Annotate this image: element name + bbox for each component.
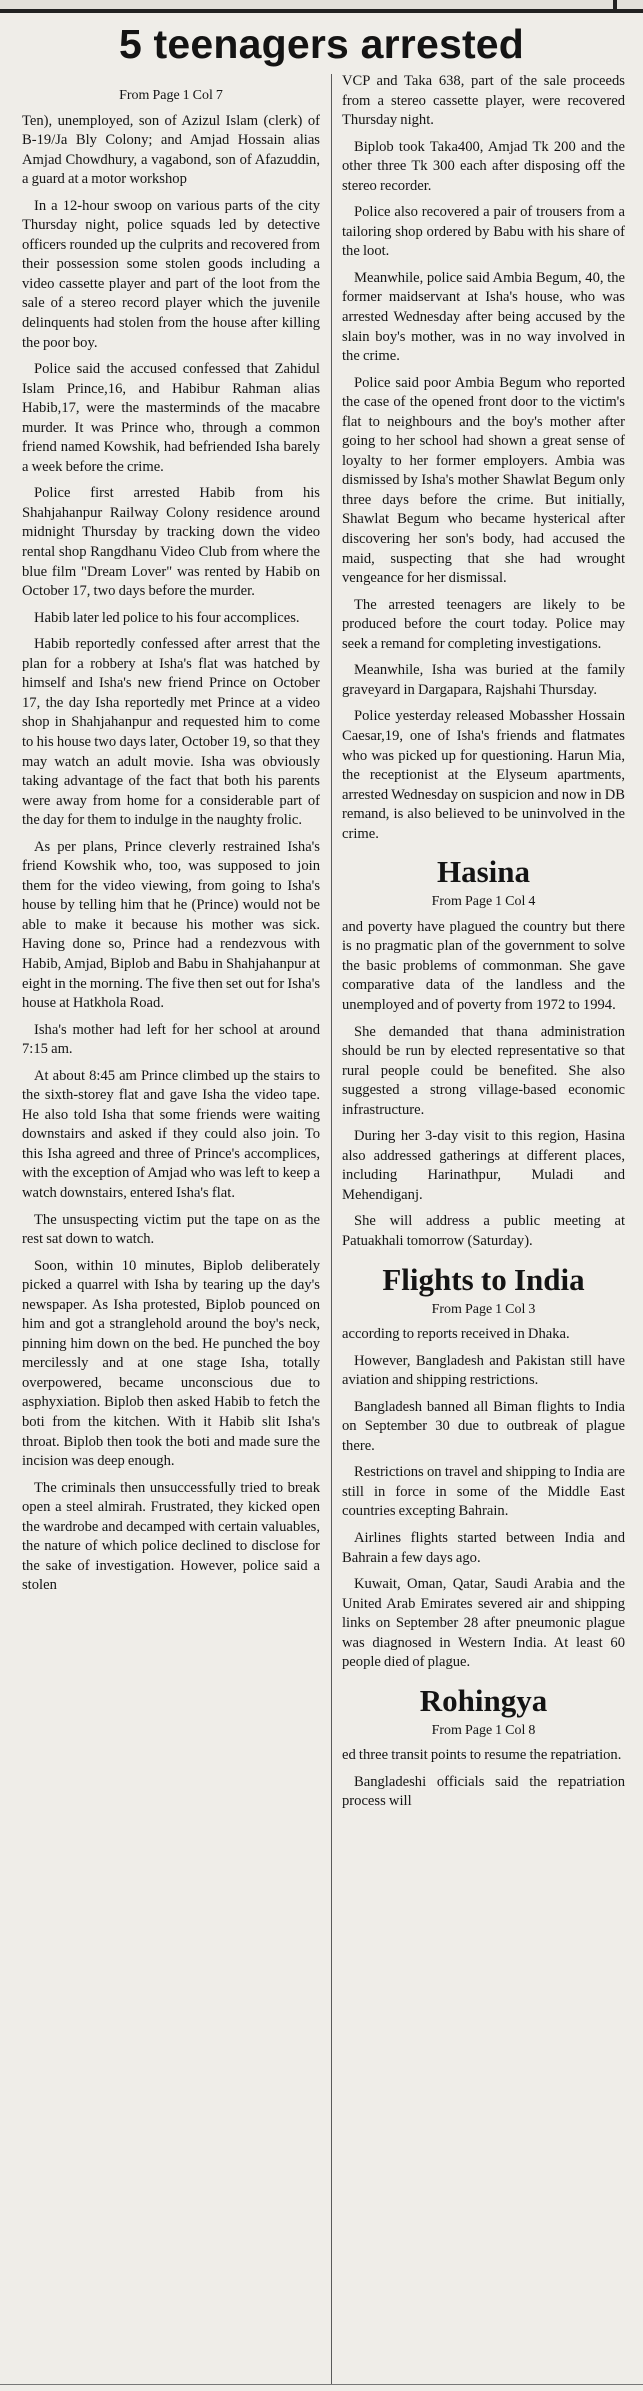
- paragraph: The unsuspecting victim put the tape on as the rest sat down to watch.: [22, 1211, 320, 1248]
- jump-line-rohingya: From Page 1 Col 8: [431, 1722, 536, 1738]
- paragraph: Habib reportedly confessed after arrest that the plan for a robbery at Isha's flat was hatched by himself and Isha's new friend Prince on October 17, the day Isha reportedly met Prince at a video shop in Shahjahanpur and requested him to come to his house two days later, October 19, so that they may watch an adult movie. Isha was obviously taking advantage of the fact that both his parents were away from home for a considerable part of the day for them to indulge in the naughty frolic.: [22, 636, 320, 829]
- hasina-heading: Hasina: [436, 854, 531, 890]
- paragraph: according to reports received in Dhaka.: [342, 1326, 570, 1343]
- paragraph: Kuwait, Oman, Qatar, Saudi Arabia and the United Arab Emirates severed air and shipping links on September 28 after pneumonic plague was diagnosed in Western India. At least 60 people died of plague.: [342, 1576, 625, 1671]
- paragraph: Police yesterday released Mobassher Hossain Caesar,19, one of Isha's friends and flatmates who was picked up for questioning. Harun Mia, the receptionist at the Elyseum apartments, arrested Wednesday on suspicion and now in DB remand, is also believed to be uninvolved in the crime.: [342, 708, 625, 842]
- jump-line-main: From Page 1 Col 7: [119, 88, 223, 103]
- paragraph: Police also recovered a pair of trousers from a tailoring shop ordered by Babu with his share of the loot.: [342, 204, 625, 260]
- paragraph: At about 8:45 am Prince climbed up the stairs to the sixth-storey flat and gave Isha the video tape. He also told Isha that some friends were waiting downstairs and asked if they could also join. To this Isha agreed and three of Prince's accomplices, with the exception of Amjad who was left to keep a watch downstairs, entered Isha's flat.: [22, 1067, 320, 1201]
- paragraph: The criminals then unsuccessfully tried to break open a steel almirah. Frustrated, they kicked open the wardrobe and decamped with certain valuables, the nature of which police declined to disclose for the sake of investigation. However, police said a stolen: [22, 1479, 320, 1594]
- paragraph: During her 3-day visit to this region, Hasina also addressed gatherings at different places, including Harinathpur, Muladi and Mehendiganj.: [342, 1128, 625, 1203]
- jump-line-hasina: From Page 1 Col 4: [431, 894, 536, 910]
- paragraph: Bangladeshi officials said the repatriation process will: [342, 1773, 625, 1810]
- paragraph: She demanded that thana administration should be run by elected representative so that rural people could be benefited. She also suggested a strong village-based economic infrastructure.: [342, 1023, 625, 1118]
- paragraph: Airlines flights started between India and Bahrain a few days ago.: [342, 1530, 625, 1566]
- paragraph: Bangladesh banned all Biman flights to India on September 30 due to outbreak of plague there.: [342, 1398, 625, 1454]
- paragraph: Meanwhile, police said Ambia Begum, 40, the former maidservant at Isha's house, who was arrested Wednesday after being accused by the slain boy's mother, was in no way involved in the crime.: [342, 269, 625, 365]
- paragraph: She will address a public meeting at Patuakhali tomorrow (Saturday).: [342, 1213, 625, 1249]
- column-divider: [331, 74, 332, 2384]
- flights-heading: Flights to India: [382, 1261, 585, 1297]
- paragraph: Biplob took Taka400, Amjad Tk 200 and the other three Tk 300 each after disposing off the stereo recorder.: [342, 138, 625, 194]
- left-column: [22, 80, 320, 1603]
- top-rule: [0, 11, 643, 13]
- paragraph: The arrested teenagers are likely to be produced before the court today. Police may seek a remand for completing investigations.: [342, 596, 625, 652]
- paragraph: However, Bangladesh and Pakistan still have aviation and shipping restrictions.: [342, 1352, 625, 1389]
- jump-line-flights: From Page 1 Col 3: [431, 1301, 536, 1317]
- paragraph: ed three transit points to resume the repatriation.: [342, 1747, 622, 1764]
- previous-article-edge: [0, 0, 643, 11]
- paragraph: Police said poor Ambia Begum who reported the case of the opened front door to the victim's flat to neighbours and the boy's mother after going to her school had shown a great sense of loyalty to her former employers. Ambia was dismissed by Isha's mother Shawlat Begum only three days before the crime. But initially, Shawlat Begum who became hysterical after discovering her son's body, had accused the maid, suspecting that she had wrought vengeance for her dismissal.: [342, 374, 625, 587]
- paragraph: Soon, within 10 minutes, Biplob deliberately picked a quarrel with Isha by tearing up the day's newspaper. As Isha protested, Biplob pounced on him and got a stranglehold around the boy's neck, pinning him down on the bed. He punched the boy mercilessly and at one stage Isha, totally overpowered, became unconscious due to asphyxiation. Biplob then asked Habib to fetch the boti from the kitchen. With it Habib slit Isha's throat. Biplob then took the boti and made sure the incision was deep enough.: [22, 1257, 320, 1470]
- paragraph: Meanwhile, Isha was buried at the family graveyard in Dargapara, Rajshahi Thursday.: [342, 662, 625, 698]
- paragraph: Restrictions on travel and shipping to India are still in force in some of the Middle East countries excepting Bahrain.: [342, 1464, 625, 1520]
- right-column: [342, 72, 625, 1819]
- paragraph: Police said the accused confessed that Zahidul Islam Prince,16, and Habibur Rahman alias Habib,17, were the masterminds of the macabre murder. It was Prince who, through a common friend named Kowshik, had befriended Isha barely a week before the crime.: [22, 361, 320, 475]
- column-cut-mark: [613, 0, 617, 9]
- paragraph: In a 12-hour swoop on various parts of the city Thursday night, police squads led by detective officers rounded up the culprits and recovered from their possession some stolen goods including a video cassette player and part of the loot from the sale of a stereo record player which the juvenile delinquents had stolen from the house after killing the poor boy.: [22, 197, 320, 351]
- rohingya-heading: Rohingya: [419, 1682, 548, 1718]
- paragraph: Isha's mother had left for her school at around 7:15 am.: [22, 1021, 320, 1058]
- paragraph: As per plans, Prince cleverly restrained Isha's friend Kowshik who, too, was supposed to join them for the video viewing, from going to Isha's house by telling him that he (Prince) would not be able to make it because his mother was sick. Having done so, Prince had a rendezvous with Habib, Amjad, Biplob and Babu in Shahjahanpur at eight in the morning. The five then set out for Isha's house at Hatkhola Road.: [22, 838, 320, 1012]
- headline: 5 teenagers arrested: [118, 21, 525, 67]
- paragraph: and poverty have plagued the country but there is no pragmatic plan of the government to solve the basic problems of commonman. She gave comparative data of the landless and the unemployed and of poverty from 1972 to 1994.: [342, 918, 625, 1013]
- paragraph: Ten), unemployed, son of Azizul Islam (clerk) of B-19/Ja Bly Colony; and Amjad Hossain alias Amjad Chowdhury, a vagabond, son of Afazuddin, a guard at a motor workshop: [22, 112, 320, 188]
- paragraph: VCP and Taka 638, part of the sale proceeds from a stereo cassette player, were recovered Thursday night.: [342, 73, 625, 129]
- bottom-rule: [0, 2384, 643, 2385]
- paragraph: Police first arrested Habib from his Shahjahanpur Railway Colony residence around midnight Thursday by tracking down the video rental shop Rangdhanu Video Club from where the blue film "Dream Lover" was rented by Habib on October 17, two days before the murder.: [22, 485, 320, 600]
- paragraph: Habib later led police to his four accomplices.: [34, 609, 300, 626]
